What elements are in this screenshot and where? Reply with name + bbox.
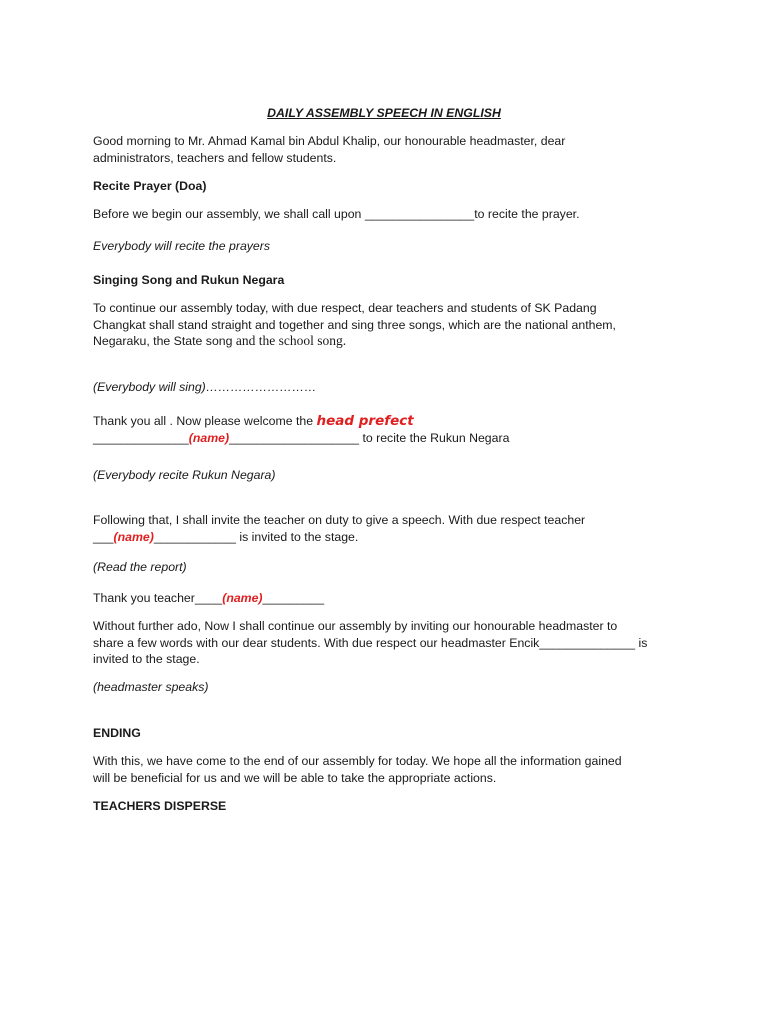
rukun-name-placeholder: (name): [188, 430, 230, 445]
teacher-paragraph: [93, 512, 693, 545]
song-heading: Singing Song and Rukun Negara: [93, 273, 285, 287]
headmaster-line-2: share a few words with our dear students. With due respect our headmaster Encik______________ is: [93, 635, 648, 650]
teacher-blank-1: ___: [93, 529, 114, 544]
teacher-note: (Read the report): [93, 560, 187, 574]
teacher-line-1: Following that, I shall invite the teacher on duty to give a speech. With due respect teacher: [93, 513, 586, 527]
song-line-1: To continue our assembly today, with due respect, dear teachers and students of SK Padang: [93, 301, 597, 315]
rukun-blank-1: ______________: [93, 430, 189, 445]
rukun-paragraph: [93, 413, 693, 446]
head-prefect-text: head prefect: [316, 413, 414, 429]
headmaster-note: (headmaster speaks): [93, 680, 209, 694]
headmaster-line-1: Without further ado, Now I shall continue our assembly by inviting our honourable headmaster to: [93, 619, 618, 633]
teacher-tail: is invited to the stage.: [235, 529, 359, 544]
headmaster-line-3: invited to the stage.: [93, 652, 200, 666]
ending-line-2: will be beneficial for us and we will be able to take the appropriate actions.: [93, 770, 497, 785]
rukun-thanks: Thank you all . Now please welcome the: [93, 414, 317, 428]
song-line-3a: Negaraku,: [93, 334, 154, 348]
document-title: DAILY ASSEMBLY SPEECH IN ENGLISH: [267, 106, 501, 120]
song-line-3c: and the school song.: [232, 333, 347, 348]
greeting-line-2: administrators, teachers and fellow students.: [93, 150, 337, 165]
ending-line-1: With this, we have come to the end of our assembly for today. We hope all the information gained: [93, 754, 622, 768]
greeting-line-1: Good morning to Mr. Ahmad Kamal bin Abdul Khalip, our honourable headmaster, dear: [93, 134, 566, 148]
rukun-blank-2: ___________________: [229, 430, 360, 445]
greeting-paragraph: [93, 133, 693, 166]
prayer-heading: Recite Prayer (Doa): [93, 179, 207, 193]
song-line-2: Changkat shall stand straight and together and sing three songs, which are the national anthem,: [93, 317, 616, 332]
prayer-text: Before we begin our assembly, we shall call upon ________________to recite the prayer.: [93, 207, 580, 221]
teacher-thanks-name-placeholder: (name): [222, 591, 263, 605]
prayer-note: Everybody will recite the prayers: [93, 239, 271, 253]
teachers-disperse: TEACHERS DISPERSE: [93, 799, 227, 813]
song-line-3b: the State song: [153, 334, 233, 348]
headmaster-paragraph: [93, 618, 703, 668]
teacher-blank-2: ____________: [153, 529, 236, 544]
teacher-thanks: [93, 590, 693, 607]
song-note: (Everybody will sing)………………………: [93, 380, 317, 394]
teacher-name-placeholder: (name): [113, 529, 154, 544]
teacher-thanks-blank-2: _________: [262, 591, 325, 605]
teacher-thanks-text: Thank you teacher: [93, 591, 195, 605]
song-paragraph: [93, 300, 693, 350]
rukun-note: (Everybody recite Rukun Negara): [93, 468, 276, 482]
ending-paragraph: [93, 753, 703, 786]
rukun-tail: to recite the Rukun Negara: [359, 430, 510, 445]
teacher-thanks-blank-1: ____: [194, 591, 223, 605]
ending-heading: ENDING: [93, 726, 141, 740]
